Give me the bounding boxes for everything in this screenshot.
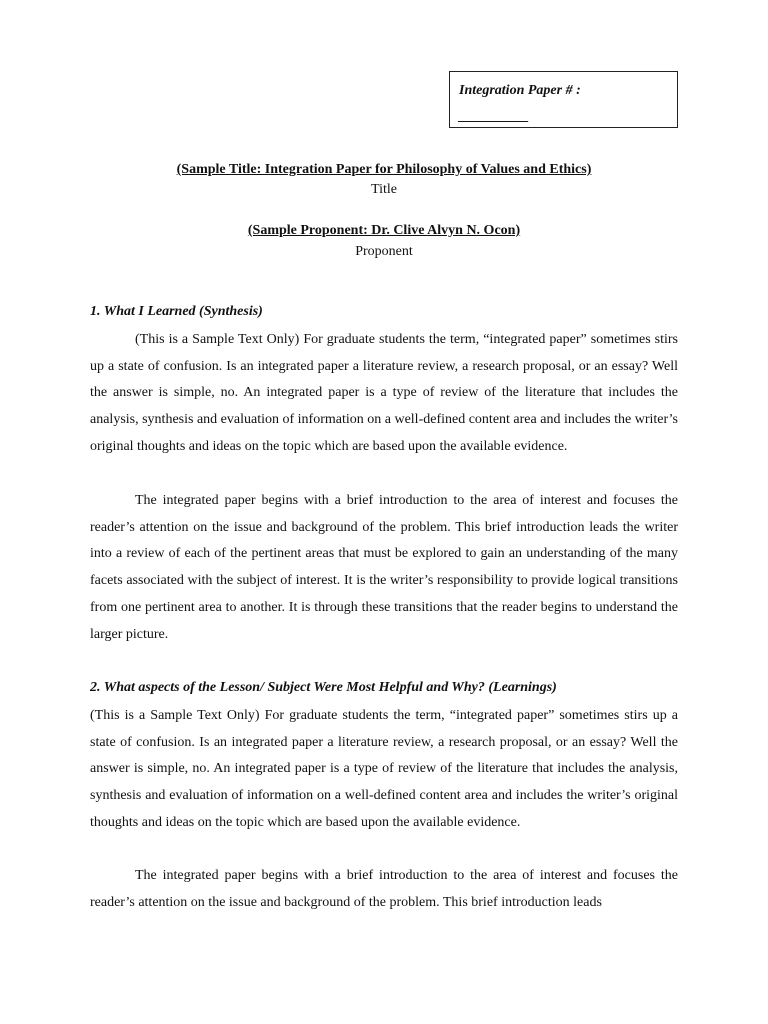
section-heading-learnings: 2. What aspects of the Lesson/ Subject Were Most Helpful and Why? (Learnings) xyxy=(90,680,557,695)
section-2-paragraph-2: The integrated paper begins with a brief introduction to the area of interest and focuses the reader’s attention on the issue and background of the problem. This brief introduction leads xyxy=(90,868,678,910)
section-1-paragraph-1: (This is a Sample Text Only) For graduate students the term, “integrated paper” sometimes stirs up a state of confusion. Is an integrated paper a literature review, a research proposal, or an essay? Well the answer is simple, no. An integrated paper is a type of review of the literature that includes the analysis, synthesis and evaluation of information on a well-defined content area and includes the writer’s original thoughts and ideas on the topic which are based upon the available evidence. xyxy=(90,332,678,454)
integration-paper-number-blank: __________ xyxy=(459,109,529,124)
integration-paper-number-box xyxy=(449,71,678,128)
integration-paper-number-label: Integration Paper # : xyxy=(459,83,581,98)
sample-title: (Sample Title: Integration Paper for Philosophy of Values and Ethics) xyxy=(176,162,592,177)
section-2-paragraph-1: (This is a Sample Text Only) For graduate students the term, “integrated paper” sometimes stirs up a state of confusion. Is an integrated paper a literature review, a research proposal, or an essay? Well the answer is simple, no. An integrated paper is a type of review of the literature that includes the analysis, synthesis and evaluation of information on a well-defined content area and includes the writer’s original thoughts and ideas on the topic which are based upon the available evidence. xyxy=(90,708,678,830)
sample-proponent: (Sample Proponent: Dr. Clive Alvyn N. Ocon) xyxy=(247,223,521,238)
proponent-caption: Proponent xyxy=(355,244,413,259)
section-heading-synthesis: 1. What I Learned (Synthesis) xyxy=(90,304,263,319)
section-1-paragraph-2: The integrated paper begins with a brief introduction to the area of interest and focuses the reader’s attention on the issue and background of the problem. This brief introduction leads the writer into a review of each of the pertinent areas that must be explored to gain an understanding of the many facets associated with the subject of interest. It is the writer’s responsibility to provide logical transitions from one pertinent area to another. It is through these transitions that the reader begins to understand the larger picture. xyxy=(90,493,678,642)
title-caption: Title xyxy=(371,182,397,197)
